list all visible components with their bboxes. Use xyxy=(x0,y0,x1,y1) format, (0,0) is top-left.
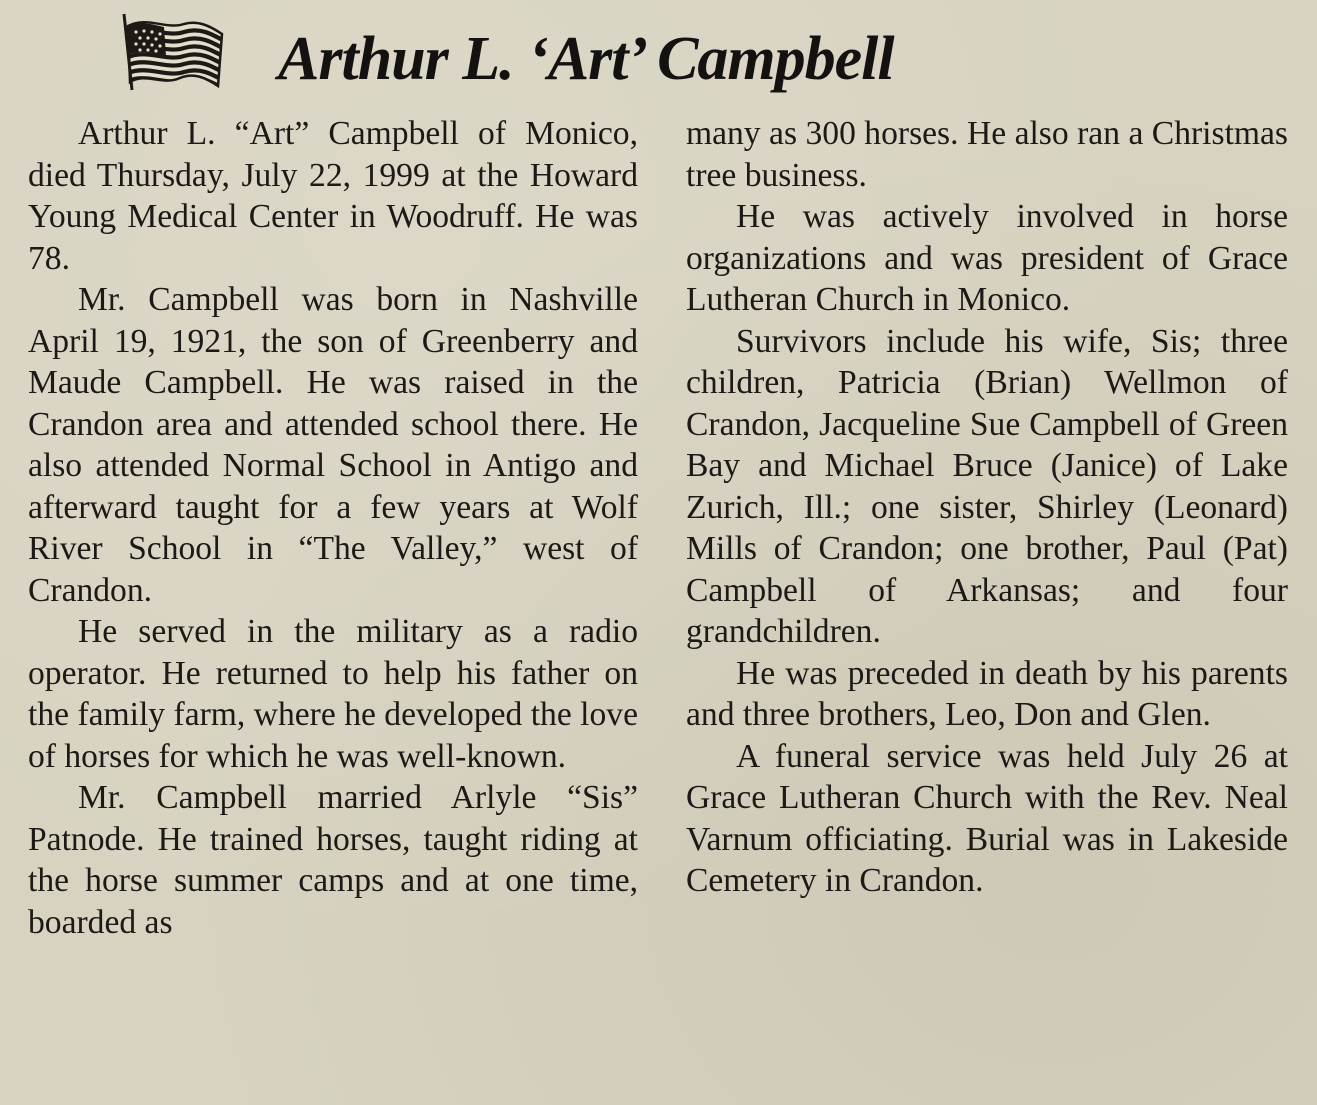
paragraph-death-notice: Arthur L. “Art” Campbell of Monico, died Thursday, July 22, 1999 at the Howard Young Medical Center in Woodruff. He was 78. xyxy=(28,115,638,277)
paragraph-preceded-in-death: He was preceded in death by his parents and three brothers, Leo, Don and Glen. xyxy=(686,654,1288,733)
paragraph-marriage-continued: many as 300 horses. He also ran a Christmas tree business. xyxy=(686,115,1288,194)
paragraph-early-life: Mr. Campbell was born in Nashville April 19, 1921, the son of Greenberry and Maude Campbell. He was raised in the Crandon area and attended school there. He also attended Normal School in Antigo and afterward taught for a few years at Wolf River School in “The Valley,” west of Crandon. xyxy=(28,281,638,609)
left-column xyxy=(28,113,638,943)
paragraph-involvement: He was actively involved in horse organizations and was president of Grace Lutheran Church in Monico. xyxy=(686,198,1288,318)
paragraph-marriage: Mr. Campbell married Arlyle “Sis” Patnode. He trained horses, taught riding at the horse summer camps and at one time, boarded as xyxy=(28,779,638,941)
paragraph-funeral-service: A funeral service was held July 26 at Grace Lutheran Church with the Rev. Neal Varnum officiating. Burial was in Lakeside Cemetery in Crandon. xyxy=(686,737,1288,899)
right-column xyxy=(686,113,1288,902)
obituary-title: Arthur L. ‘Art’ Campbell xyxy=(278,25,894,93)
paragraph-survivors: Survivors include his wife, Sis; three children, Patricia (Brian) Wellmon of Crandon, Jacqueline Sue Campbell of Green Bay and Michael Bruce (Janice) of Lake Zurich, Ill.; one sister, Shirley (Leonard) Mills of Crandon; one brother, Paul (Pat) Campbell of Arkansas; and four grandchildren. xyxy=(686,322,1288,650)
american-flag-icon xyxy=(118,12,228,92)
paragraph-military-service: He served in the military as a radio operator. He returned to help his father on the family farm, where he developed the love of horses for which he was well-known. xyxy=(28,613,638,775)
obituary-header xyxy=(118,8,1118,100)
